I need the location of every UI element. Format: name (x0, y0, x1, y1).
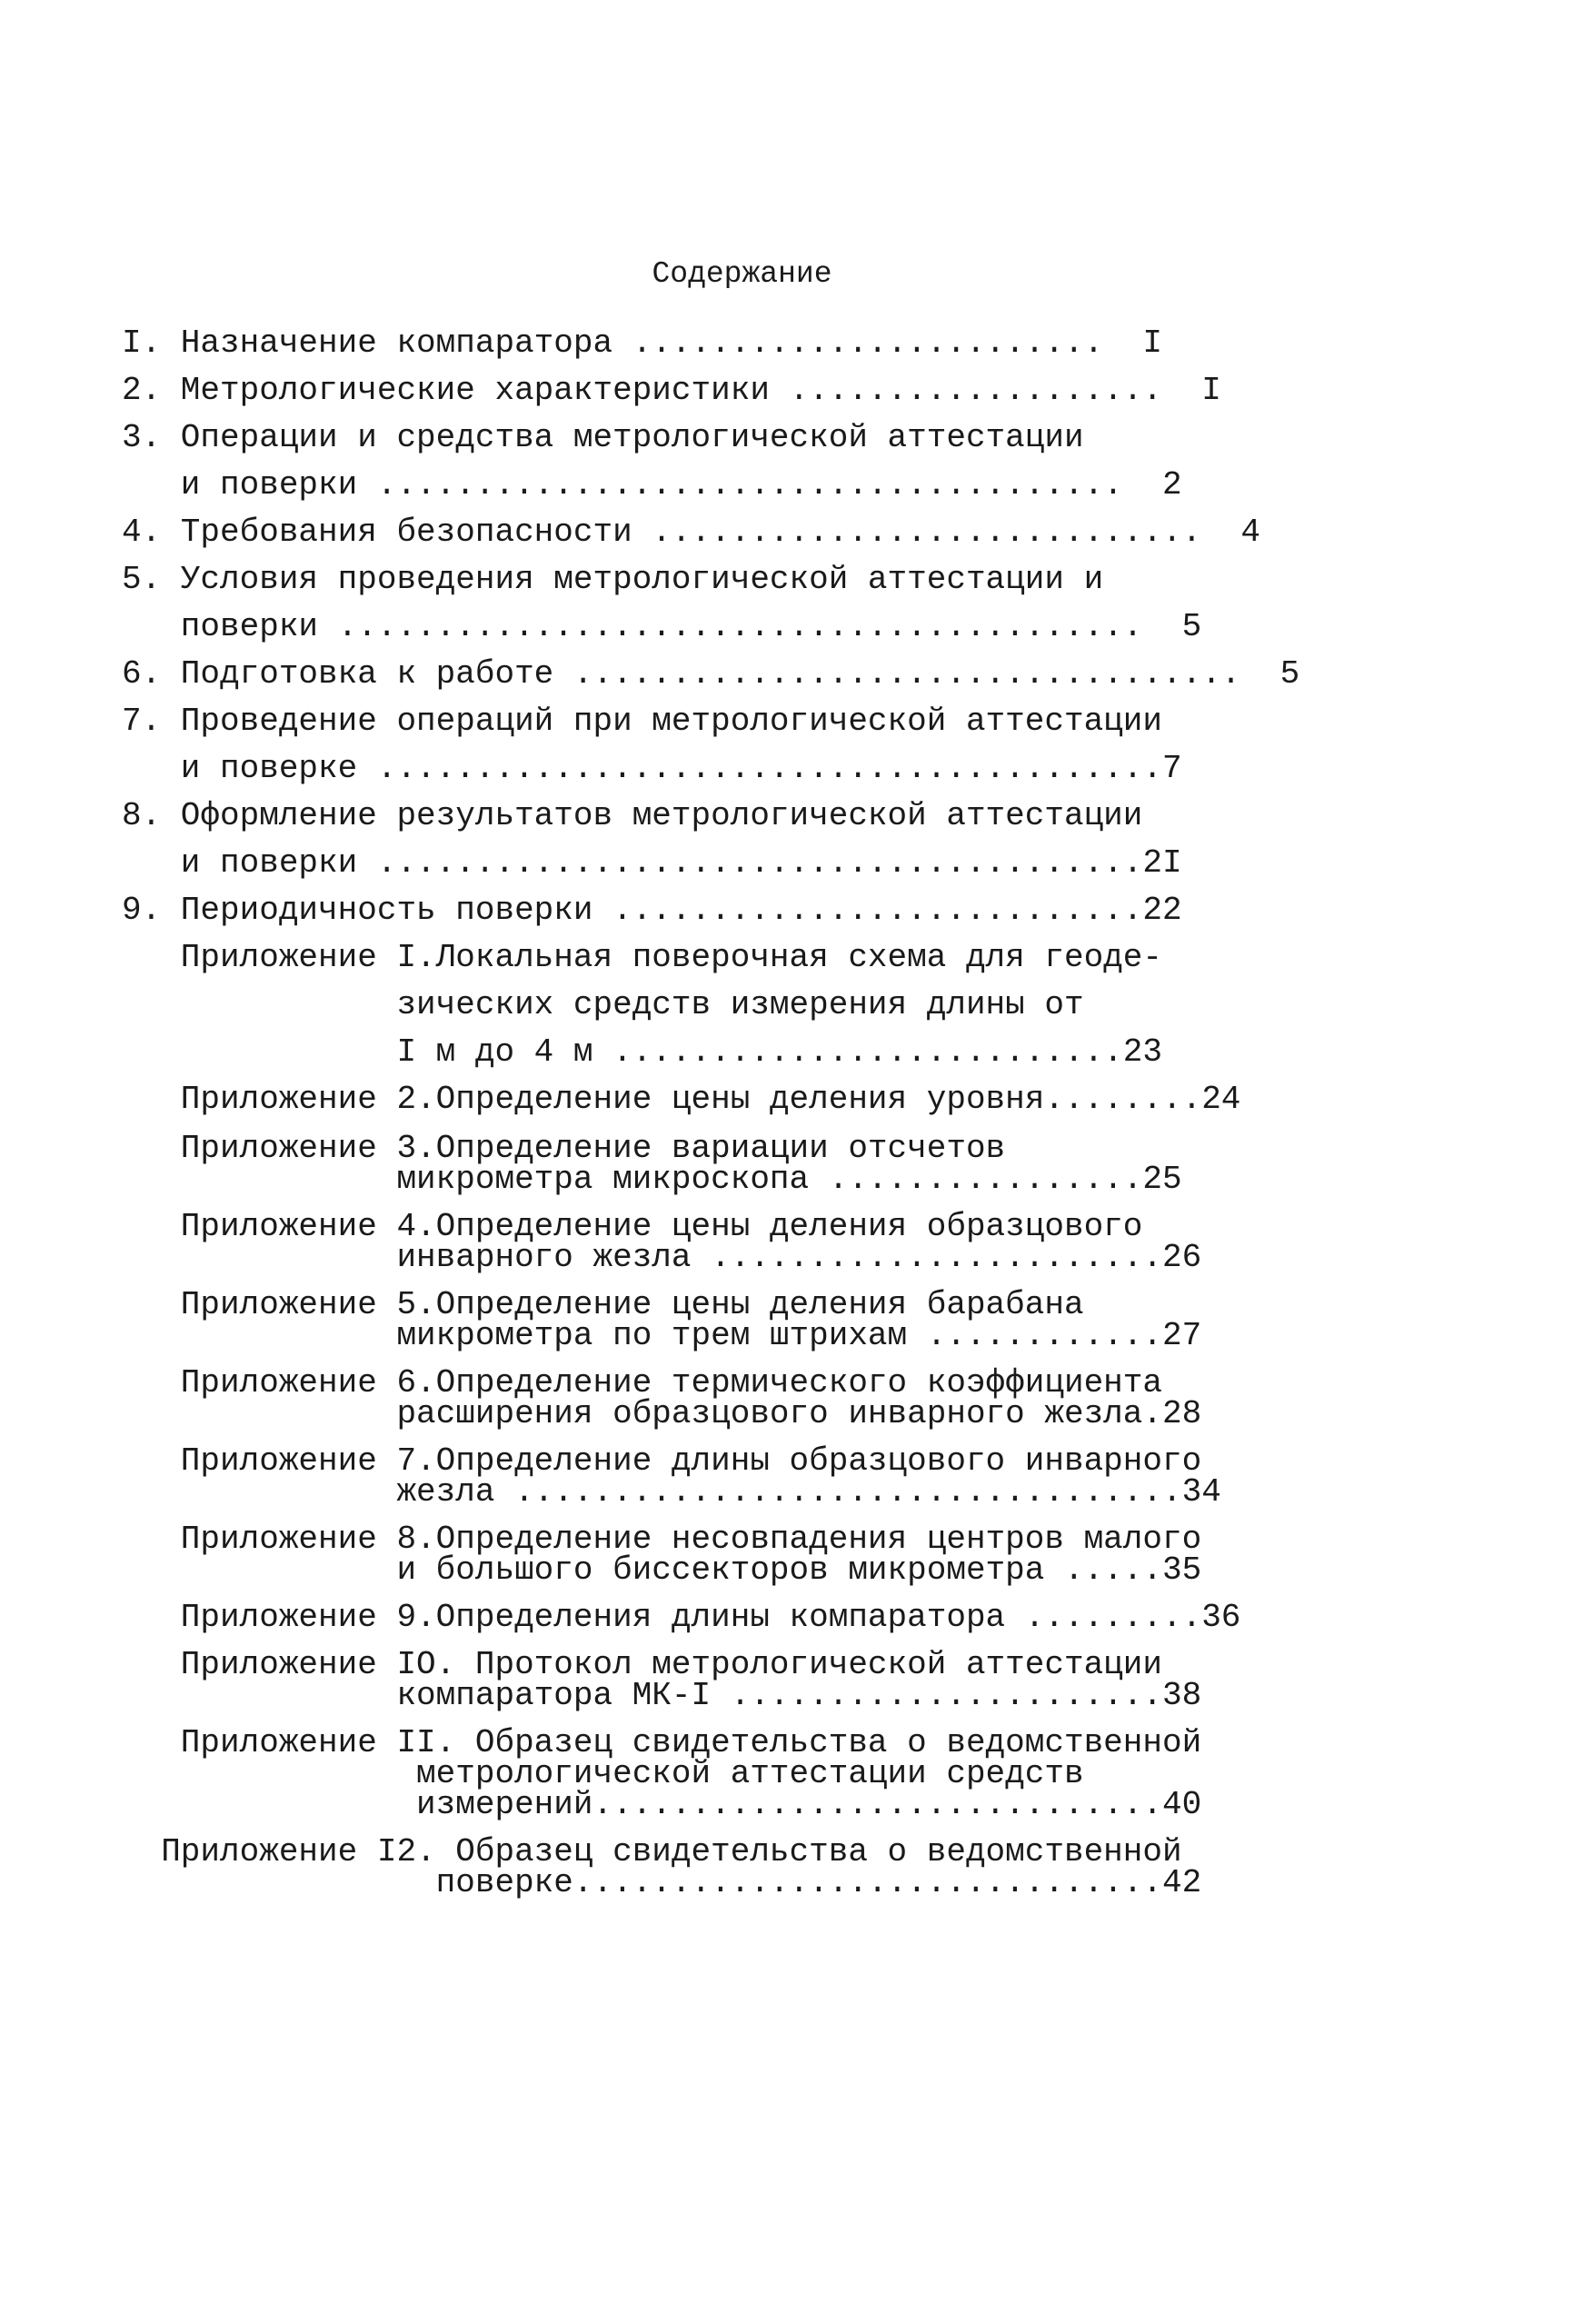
toc-line: Приложение 4.Определение цены деления образцового (122, 1208, 1143, 1245)
toc-line: 3. Операции и средства метрологической аттестации (122, 419, 1084, 456)
toc-line: и поверки ...................................... 2 (122, 466, 1182, 504)
toc-line: зических средств измерения длины от (122, 986, 1084, 1023)
toc-line: 5. Условия проведения метрологической аттестации и (122, 561, 1104, 598)
toc-line: поверки ......................................... 5 (122, 608, 1202, 645)
toc-line: и поверки .......................................2I (122, 844, 1182, 882)
toc-line: Приложение IO. Протокол метрологической аттестации (122, 1646, 1162, 1683)
toc-line: I м до 4 м ..........................23 (122, 1033, 1162, 1071)
toc-line: Приложение I.Локальная поверочная схема для геоде- (122, 939, 1162, 976)
toc-line: Приложение 6.Определение термического коэффициента (122, 1364, 1162, 1401)
toc-line: компаратора МК-I ......................38 (122, 1677, 1202, 1714)
toc-line: инварного жезла .......................26 (122, 1239, 1202, 1276)
toc-line: 9. Периодичность поверки ...........................22 (122, 892, 1182, 929)
toc-line: 7. Проведение операций при метрологической аттестации (122, 703, 1162, 740)
toc-line: Приложение 9.Определения длины компаратора .........36 (122, 1599, 1241, 1636)
toc-line: микрометра микроскопа ................25 (122, 1161, 1182, 1198)
toc-line: Приложение II. Образец свидетельства о ведомственной (122, 1724, 1202, 1761)
toc-line: 8. Оформление результатов метрологической аттестации (122, 797, 1143, 834)
toc-line: Приложение 2.Определение цены деления уровня........24 (122, 1081, 1241, 1118)
page-title: Содержание (652, 257, 832, 291)
toc-line: жезла ..................................34 (122, 1473, 1221, 1511)
toc-line: Приложение I2. Образец свидетельства о ведомственной (122, 1833, 1182, 1870)
toc-line: 6. Подготовка к работе .................................. 5 (122, 655, 1300, 693)
toc-line: Приложение 7.Определение длины образцового инварного (122, 1442, 1202, 1480)
toc-line: Приложение 5.Определение цены деления барабана (122, 1286, 1084, 1323)
toc-line: и поверке ........................................7 (122, 750, 1182, 787)
toc-line: измерений.............................40 (122, 1786, 1202, 1823)
toc-line: метрологической аттестации средств (122, 1755, 1084, 1792)
toc-line: 2. Метрологические характеристики ................... I (122, 372, 1221, 409)
toc-line: Приложение 3.Определение вариации отсчетов (122, 1130, 1006, 1167)
toc-line: поверке..............................42 (122, 1864, 1202, 1901)
toc-line: 4. Требования безопасности ............................ 4 (122, 514, 1261, 551)
toc-line: и большого биссекторов микрометра .....35 (122, 1551, 1202, 1589)
toc-line: I. Назначение компаратора ........................ I (122, 324, 1162, 362)
toc-line: микрометра по трем штрихам ............27 (122, 1317, 1202, 1354)
toc-line: расширения образцового инварного жезла.28 (122, 1395, 1202, 1432)
toc-line: Приложение 8.Определение несовпадения центров малого (122, 1521, 1202, 1558)
